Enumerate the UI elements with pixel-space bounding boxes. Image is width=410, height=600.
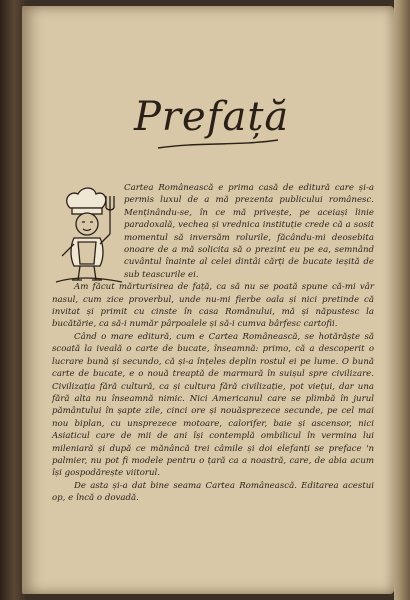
page-title (128, 88, 288, 158)
paragraph-2: Am făcut mărturisirea de față, ca să nu se poată spune că-mi vâr nasul, cum zice proverbul, unde nu-mi fierbe oala și nici pretinde că invitat și primit cu cinste în casa Românului, mă și năpustesc la bucătărie, ca să-i număr pârpoalele și să-i cumva bârfesc cartofii. (52, 282, 374, 330)
page-edge (394, 0, 410, 600)
paragraph-4: De asta și-a dat bine seama Cartea Românească. Editarea acestui op, e încă o dovadă. (52, 480, 374, 504)
preface-body (52, 182, 374, 505)
paragraph-3: Când o mare editură, cum e Cartea Românească, se hotărăște să scoată la iveală o carte de bucate, înseamnă: primo, că a descoperit o lucrare bună și secundo, că și-a înțeles deplin rostul ei pe lume. O bună carte de bucate, e o nouă treaptă de marmură în suișul spre civilizare. Civilizația fără cultură, ca și cultura fără civilizație, pot viețui, dar una fără alta nu înseamnă nimic. Nici Americanul care se plimbă în jurul pământului în șapte zile, cinci ore și nouăsprezece secunde, pe cel mai nou biplan, cu unsprezece motoare, calorifer, baie și ascensor, nici Asiaticul care de mii de ani își contemplă ombilicul în vermina lui mileniară și după ce mănâncă trei câmile și doi elefanți se preface 'n palmier, nu pot fi modele pentru o țară ca a noastră, care, de abia acum își gospodărește viitorul. (52, 331, 374, 479)
paragraph-1: Cartea Românească e prima casă de editură care și-a permis luxul de a mă prezenta publicului românesc. Menținându-se, în ce mă privește, pe aceiași linie paradoxală, vechea și vrednica instituție crede că a sosit momentul să inversăm rolurile, făcându-mi deosebita onoare de a mă solicita să o prezint eu pe ea, semnând cuvântul înainte al celei dintâi cărți de bucate ieșită de sub teascurile ei. (124, 183, 374, 280)
title-text: Prefață (134, 94, 290, 140)
title-underline (128, 88, 288, 158)
